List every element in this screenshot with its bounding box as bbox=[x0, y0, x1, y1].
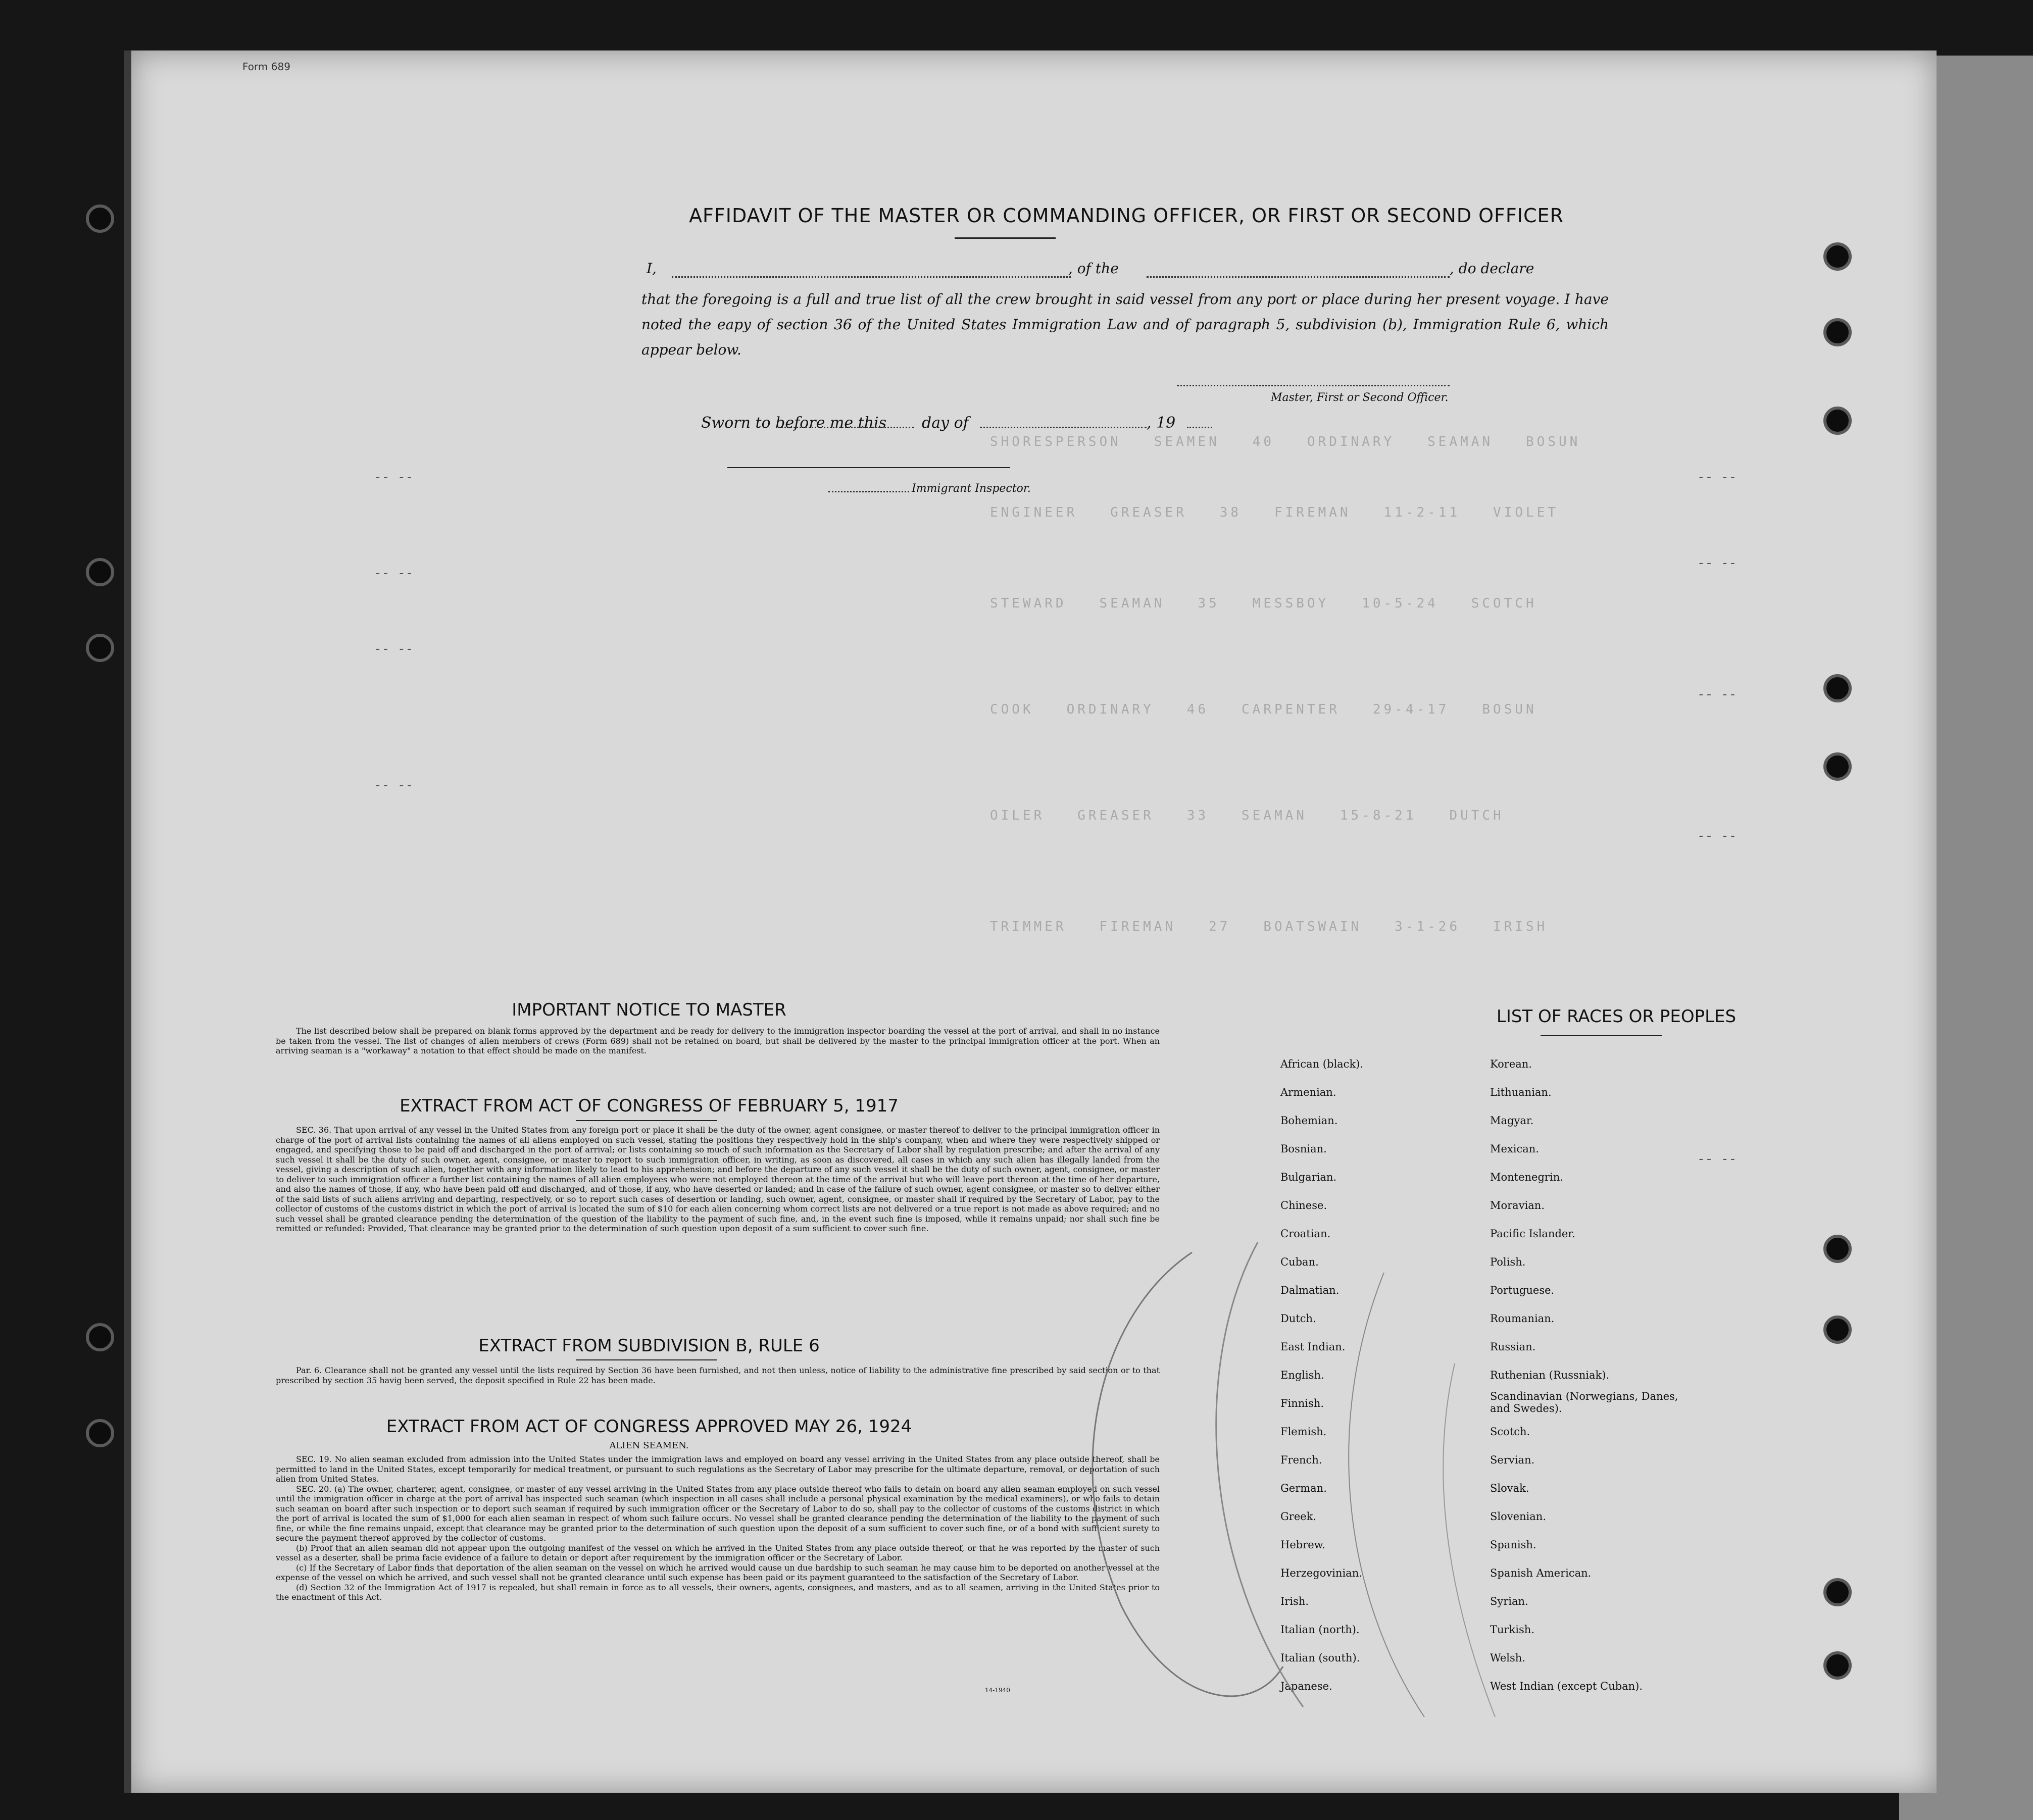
races-underline bbox=[1541, 1035, 1662, 1036]
officer-signature-line bbox=[1177, 385, 1450, 386]
pencil-scribbles bbox=[1040, 1212, 1596, 1742]
race-item: Armenian. bbox=[1280, 1086, 1336, 1098]
binder-hole bbox=[1823, 752, 1852, 781]
binder-hole bbox=[1823, 1578, 1852, 1606]
bleed-through-text: ENGINEER GREASER 38 FIREMAN 11-2-11 VIOLET bbox=[990, 505, 1559, 520]
inspector-signature-line bbox=[727, 467, 1010, 468]
race-item: Flemish. bbox=[1280, 1426, 1327, 1438]
race-item: Magyar. bbox=[1490, 1115, 1534, 1127]
binder-hole bbox=[86, 205, 114, 233]
of-the-label: , of the bbox=[1068, 260, 1119, 277]
race-item: Croatian. bbox=[1280, 1228, 1331, 1240]
i-label: I, bbox=[647, 260, 657, 277]
race-item: Scandinavian (Norwegians, Danes, and Swedes). bbox=[1490, 1390, 1678, 1414]
row-mark: -- -- bbox=[1697, 828, 1737, 843]
race-item: East Indian. bbox=[1280, 1341, 1346, 1353]
affidavit-declaration: that the foregoing is a full and true list of all the crew brought in said vessel from any port or place during her present voyage. I have noted the eapy of section 36 of the United States Immigration Law and of paragraph 5, subdivision (b), Immigration Rule 6, which appear below. bbox=[641, 291, 1609, 358]
binder-hole bbox=[86, 558, 114, 586]
notice-title: IMPORTANT NOTICE TO MASTER bbox=[512, 1000, 786, 1020]
race-item: Spanish American. bbox=[1490, 1567, 1592, 1579]
race-item: Herzegovinian. bbox=[1280, 1567, 1362, 1579]
race-item: Slovenian. bbox=[1490, 1510, 1546, 1523]
race-item: Scotch. bbox=[1490, 1426, 1530, 1438]
notice-paragraph: The list described below shall be prepared on blank forms approved by the department and be ready for delivery to the immigration inspector boarding the vessel at the port of arrival, and shall in no instance be taken from the vessel. The list of changes of alien members of crews (Form 689) shall not be retained on board, but shall be delivered by the master to the principal immigration officer at the port. When an arriving seaman is a "workaway" a notation to that effect should be made on the manifest. bbox=[276, 1026, 1160, 1055]
race-item: Ruthenian (Russniak). bbox=[1490, 1369, 1610, 1381]
row-mark: -- -- bbox=[1697, 1151, 1737, 1167]
sec20b-paragraph: (b) Proof that an alien seaman did not appear upon the outgoing manifest of the vessel on which he arrived in the United States from any place outside thereof, or that he was reported by the master of such vessel as a deserter, shall be prima facie evidence of a failure to detain or deport after requirement by the immigration officer or the Secretary of Labor. bbox=[276, 1543, 1160, 1562]
race-item: Italian (north). bbox=[1280, 1624, 1360, 1636]
bleed-through-text: TRIMMER FIREMAN 27 BOATSWAIN 3-1-26 IRISH bbox=[990, 919, 1548, 934]
title-underline bbox=[955, 237, 1056, 239]
race-item: Polish. bbox=[1490, 1256, 1526, 1268]
race-item: Japanese. bbox=[1280, 1680, 1332, 1692]
row-mark: -- -- bbox=[374, 641, 414, 656]
race-item: Hebrew. bbox=[1280, 1539, 1325, 1551]
race-item: Lithuanian. bbox=[1490, 1086, 1552, 1098]
row-mark: -- -- bbox=[1697, 470, 1737, 485]
sworn-year-blank bbox=[1187, 427, 1212, 428]
sec20c-paragraph: (c) If the Secretary of Labor finds that deportation of the alien seaman on the vessel on which he arrived would cause un due hardship to such seaman he may cause him to be deported on another vessel at the expense of the vessel on which he arrived, and such vessel shall not be granted clearance until such expense has been paid or its payment guaranteed to the satisfaction of the Secretary of Labor. bbox=[276, 1562, 1160, 1582]
extract-1917-underline bbox=[576, 1120, 717, 1121]
race-item: Turkish. bbox=[1490, 1624, 1534, 1636]
extract-1917-title: EXTRACT FROM ACT OF CONGRESS OF FEBRUARY 5, 1917 bbox=[400, 1096, 899, 1116]
row-mark: -- -- bbox=[374, 778, 414, 793]
bleed-through-text: SHORESPERSON SEAMEN 40 ORDINARY SEAMAN BOSUN bbox=[990, 434, 1581, 449]
sec36-paragraph: SEC. 36. That upon arrival of any vessel in the United States from any foreign port or place it shall be the duty of the owner, agent consignee, or master thereof to deliver to the principal immigration officer in charge of the port of arrival lists containing the names of all aliens employed on such vessel, stating the positions they respectively hold in the ship's company, when and where they were respectively shipped or engaged, and specifying those to be paid off and discharged in the port of arrival; or lists containing so much of such information as the Secretary of Labor shall by regulation prescribe; and after the arrival of any such vessel it shall be the duty of such owner, agent, consignee, or master to report to such immigration officer, in writing, as soon as discovered, all cases in which any such alien has illegally landed from the vessel, giving a description of such alien, together with any information likely to lead to his apprehension; and before the departure of any such vessel it shall be the duty of such owner, agent, consignee, or master to deliver to such immigration officer a further list containing the names of all alien employees who were not employed thereon at the time of the arrival but who will leave port thereon at the time of her departure, and also the names of those, if any, who have been paid off and discharged, and of those, if any, who have deserted or landed; and in case of the failure of such owner, agent consignee, or master so to deliver either of the said lists of such aliens arriving and departing, respectively, or so to report such cases of desertion or landing, such owner, agent, consignee, or master shall if required by the Secretary of Labor, pay to the collector of customs of the customs district in which the port of arrival is located the sum of $10 for each alien concerning whom correct lists are not delivered or a true report is not made as above required; and no such vessel shall be granted clearance pending the determination of the question of the liability to the payment of such fine, and, in the event such fine is imposed, while it remains unpaid; nor shall such fine be remitted or refunded: Provided, That clearance may be granted prior to the determination of such question upon deposit of a sum sufficient to cover such fine. bbox=[276, 1125, 1160, 1233]
race-item: Korean. bbox=[1490, 1058, 1532, 1070]
rule6-text bbox=[276, 1366, 1160, 1385]
binder-hole bbox=[86, 1419, 114, 1447]
affidavit-title: AFFIDAVIT OF THE MASTER OR COMMANDING OFFICER, OR FIRST OR SECOND OFFICER bbox=[689, 205, 1564, 227]
race-item: Slovak. bbox=[1490, 1482, 1529, 1494]
binder-hole bbox=[1823, 674, 1852, 702]
bleed-through-text: OILER GREASER 33 SEAMAN 15-8-21 DUTCH bbox=[990, 808, 1504, 823]
race-item: German. bbox=[1280, 1482, 1327, 1494]
race-item: Dalmatian. bbox=[1280, 1284, 1340, 1296]
race-item: West Indian (except Cuban). bbox=[1490, 1680, 1643, 1692]
binder-hole bbox=[1823, 242, 1852, 271]
race-item: Moravian. bbox=[1490, 1199, 1545, 1211]
notice-text bbox=[276, 1026, 1160, 1056]
row-mark: -- -- bbox=[1697, 555, 1737, 571]
rule6-paragraph: Par. 6. Clearance shall not be granted any vessel until the lists required by Section 36 have been furnished, and not then unless, notice of liability to the administrative fine prescribed by said section or to that prescribed by section 35 havig been served, the deposit specified in Rule 22 has been made. bbox=[276, 1366, 1160, 1385]
race-item: Portuguese. bbox=[1490, 1284, 1555, 1296]
race-item: Bulgarian. bbox=[1280, 1171, 1337, 1183]
race-item: Irish. bbox=[1280, 1595, 1309, 1607]
binder-hole bbox=[1823, 1651, 1852, 1680]
row-mark: -- -- bbox=[374, 566, 414, 581]
sworn-line bbox=[701, 414, 886, 432]
binder-hole bbox=[86, 634, 114, 662]
race-item: Italian (south). bbox=[1280, 1652, 1360, 1664]
sec20a-paragraph: SEC. 20. (a) The owner, charterer, agent, consignee, or master of any vessel arriving in the United States from any place outside thereof who fails to detain on board any alien seaman employed on such vessel until the immigration officer in charge at the port of arrival has inspected such seaman (which inspection in all cases shall include a personal physical examination by the medical examiners), or who fails to detain such seaman on board after such inspection or to deport such seaman if required by such immigration officer or the Secretary of Labor to do so, shall pay to the collector of customs of the customs district in which the port of arrival is located the sum of $1,000 for each alien seaman in respect of whom such failure occurs. No vessel shall be granted clearance pending the determination of the liability to the payment of such fine, or while the fine remains unpaid, except that clearance may be granted prior to the determination of such question upon the deposit of a sum sufficient to cover such fine, or of a bond with sufficient surety to secure the payment thereof approved by the collector of customs. bbox=[276, 1484, 1160, 1543]
race-item: Dutch. bbox=[1280, 1312, 1316, 1325]
vessel-blank bbox=[1147, 276, 1450, 278]
race-item: Mexican. bbox=[1490, 1143, 1539, 1155]
race-item: Chinese. bbox=[1280, 1199, 1327, 1211]
race-item: Servian. bbox=[1490, 1454, 1535, 1466]
race-item: English. bbox=[1280, 1369, 1324, 1381]
row-mark: -- -- bbox=[374, 470, 414, 485]
document-page bbox=[124, 50, 1937, 1793]
race-item: African (black). bbox=[1280, 1058, 1364, 1070]
extract-1917-text bbox=[276, 1125, 1160, 1234]
binder-hole bbox=[1823, 1316, 1852, 1344]
binder-hole bbox=[1823, 1235, 1852, 1263]
form-number: Form 689 bbox=[242, 61, 290, 73]
race-item: Greek. bbox=[1280, 1510, 1317, 1523]
race-item: Montenegrin. bbox=[1490, 1171, 1563, 1183]
race-item: Bohemian. bbox=[1280, 1115, 1338, 1127]
race-item: Cuban. bbox=[1280, 1256, 1319, 1268]
race-item: French. bbox=[1280, 1454, 1322, 1466]
sec19-paragraph: SEC. 19. No alien seaman excluded from admission into the United States under the immigration laws and employed on board any vessel arriving in the United States from any place outside thereof, shall be permitted to land in the United States, except temporarily for medical treatment, or pursuant to such regulations as the Secretary of Labor may prescribe for the ultimate departure, removal, or deportation of such alien from United States. bbox=[276, 1454, 1160, 1484]
sworn-day-label: day of bbox=[922, 414, 969, 432]
races-title: LIST OF RACES OR PEOPLES bbox=[1496, 1006, 1737, 1027]
binder-hole bbox=[86, 1323, 114, 1351]
bleed-through-text: STEWARD SEAMAN 35 MESSBOY 10-5-24 SCOTCH bbox=[990, 596, 1537, 611]
officer-signature-label: Master, First or Second Officer. bbox=[1271, 391, 1449, 404]
race-item: Syrian. bbox=[1490, 1595, 1528, 1607]
extract-1924-title: EXTRACT FROM ACT OF CONGRESS APPROVED MAY 26, 1924 bbox=[386, 1417, 912, 1437]
race-item: Bosnian. bbox=[1280, 1143, 1327, 1155]
race-item: Spanish. bbox=[1490, 1539, 1536, 1551]
inspector-dots bbox=[828, 491, 909, 492]
binder-hole bbox=[1823, 407, 1852, 435]
sworn-day-blank bbox=[778, 427, 914, 428]
race-item: Roumanian. bbox=[1490, 1312, 1555, 1325]
binder-hole bbox=[1823, 318, 1852, 346]
bleed-through-text: COOK ORDINARY 46 CARPENTER 29-4-17 BOSUN bbox=[990, 702, 1537, 717]
extract-1924-text bbox=[276, 1454, 1160, 1602]
row-mark: -- -- bbox=[1697, 687, 1737, 702]
do-declare-label: , do declare bbox=[1450, 260, 1534, 277]
rule6-underline bbox=[576, 1359, 717, 1360]
sec20d-paragraph: (d) Section 32 of the Immigration Act of 1917 is repealed, but shall remain in force as to all vessels, their owners, agents, consignees, and masters, and as to all seamen, arriving in the United States prior to the enactment of this Act. bbox=[276, 1582, 1160, 1602]
extract-1924-subtitle: ALIEN SEAMEN. bbox=[609, 1440, 689, 1451]
race-item: Pacific Islander. bbox=[1490, 1228, 1575, 1240]
race-item: Finnish. bbox=[1280, 1397, 1324, 1409]
race-item: Welsh. bbox=[1490, 1652, 1525, 1664]
sworn-year-label: , 19 bbox=[1147, 414, 1176, 432]
sworn-prefix: Sworn to before me this bbox=[701, 414, 887, 432]
rule6-title: EXTRACT FROM SUBDIVISION B, RULE 6 bbox=[478, 1336, 820, 1356]
print-code: 14-1940 bbox=[985, 1687, 1010, 1694]
sworn-month-blank bbox=[980, 427, 1147, 428]
name-blank bbox=[672, 276, 1071, 278]
inspector-label: Immigrant Inspector. bbox=[912, 482, 1031, 495]
race-item: Russian. bbox=[1490, 1341, 1536, 1353]
